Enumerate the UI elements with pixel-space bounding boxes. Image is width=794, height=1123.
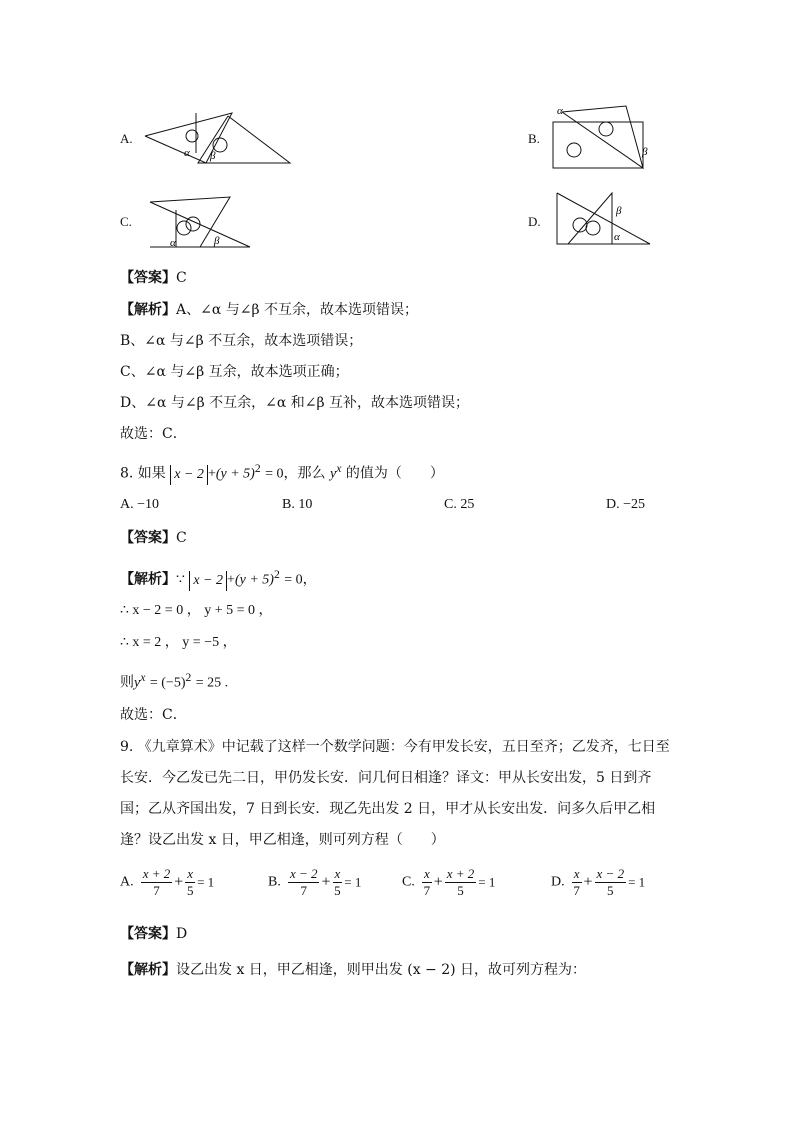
numerator: x − 2	[289, 866, 318, 881]
figure-c-beta: β	[214, 235, 220, 247]
q9-answer	[120, 924, 187, 944]
numerator: x	[423, 866, 430, 881]
analysis-tag: 【解析】	[120, 302, 176, 318]
plus-sign: +	[207, 466, 216, 482]
numerator: x + 2	[142, 866, 171, 881]
plus-sign: +	[174, 873, 184, 891]
figure-a-label: A.	[120, 131, 133, 146]
plus-sign: +	[321, 873, 331, 891]
answer-value: D	[176, 926, 188, 942]
q8-option-c	[444, 497, 474, 513]
exponent: 2	[254, 462, 261, 475]
q7-analysis-line-3: C、∠α 与∠β 互余，故本选项正确；	[120, 364, 349, 380]
equals-text: = 0，那么	[265, 466, 326, 482]
expression: = (−5)	[149, 675, 186, 691]
paren-expression: (y + 5)	[234, 572, 274, 588]
answer-value: C	[176, 530, 187, 546]
q9-line-4: 逢？设乙出发 x 日，甲乙相逢，则可列方程（ ）	[120, 832, 445, 848]
q8-question	[120, 459, 444, 485]
equation-rhs: = 1	[344, 874, 362, 890]
q9-line-1: 9. 《九章算术》中记载了这样一个数学问题：今有甲发长安，五日至齐；乙发齐，七日至	[120, 739, 670, 755]
denominator: 5	[186, 883, 194, 898]
option-value: −25	[623, 497, 646, 512]
plus-sign: +	[433, 873, 443, 891]
q7-analysis-line-4: D、∠α 与∠β 不互余，∠α 和∠β 互补，故本选项错误；	[120, 395, 470, 411]
figure-c-alpha: α	[170, 237, 176, 249]
analysis-text: 设乙出发 x 日，甲乙相逢，则甲出发 (x − 2) 日，故可列方程为：	[176, 962, 587, 978]
plus-sign: +	[583, 873, 593, 891]
figure-b-beta: β	[642, 146, 648, 158]
var-x-exp: x	[336, 462, 342, 475]
plus-sign: +	[227, 572, 235, 588]
result: = 25 .	[195, 675, 229, 691]
q7-conclusion: 故选：C．	[120, 426, 187, 442]
figure-b	[548, 100, 658, 172]
option-label: A.	[120, 497, 134, 512]
question-tail: 的值为（ ）	[345, 465, 444, 482]
q9-option-d	[551, 866, 645, 899]
q8-analysis-line-3: ∴ x = 2 ， y = −5 ，	[120, 635, 237, 650]
q8-option-a	[120, 497, 159, 513]
figure-d-alpha: α	[614, 231, 620, 243]
option-label: D.	[606, 497, 620, 512]
equation-rhs: = 1	[478, 874, 496, 890]
q8-answer	[120, 528, 187, 548]
answer-tag: 【答案】	[120, 926, 176, 942]
equation-rhs: = 1	[197, 874, 215, 890]
abs-expression: x − 2	[189, 571, 227, 591]
analysis-text: A、∠α 与∠β 不互余，故本选项错误；	[176, 302, 419, 318]
figure-c-label: C.	[120, 214, 132, 229]
q9-line-3: 国；乙从齐国出发，7 日到长安．现乙先出发 2 日，甲才从长安出发．问多久后甲乙相	[120, 801, 656, 817]
option-value: 10	[298, 497, 313, 512]
figure-a-alpha: α	[184, 147, 190, 159]
analysis-tag: 【解析】	[120, 962, 176, 978]
q8-option-b	[282, 497, 312, 513]
option-label: B.	[282, 497, 295, 512]
q8-conclusion: 故选：C．	[120, 707, 187, 723]
paren-expression: (y + 5)	[215, 466, 255, 482]
figure-d-label: D.	[528, 214, 541, 229]
q9-option-a	[120, 866, 214, 899]
q9-option-c	[402, 866, 495, 899]
answer-tag: 【答案】	[120, 270, 176, 286]
numerator: x	[334, 866, 341, 881]
denominator: 7	[423, 883, 431, 898]
figure-a-beta: β	[210, 150, 216, 162]
denominator: 7	[573, 883, 580, 898]
figure-c	[140, 192, 256, 254]
equals-text: = 0，	[284, 572, 317, 588]
answer-tag: 【答案】	[120, 530, 176, 546]
option-label: C.	[444, 497, 457, 512]
option-label: D.	[551, 874, 565, 890]
q8-analysis-line-1	[120, 565, 317, 591]
q8-analysis-line-2: ∴ x − 2 = 0 ， y + 5 = 0 ，	[120, 603, 273, 618]
q7-analysis-line-2: B、∠α 与∠β 不互余，故本选项错误；	[120, 333, 363, 349]
denominator: 7	[300, 883, 307, 898]
var-y: y	[134, 675, 141, 691]
option-label: B.	[268, 874, 281, 890]
figure-a	[140, 108, 296, 168]
exponent: 2	[185, 671, 192, 684]
analysis-tag: 【解析】	[120, 571, 176, 588]
var-y: y	[329, 466, 337, 482]
option-label: A.	[120, 874, 134, 890]
q9-analysis	[120, 960, 586, 980]
q8-option-d	[606, 497, 645, 513]
numerator: x + 2	[446, 866, 475, 881]
q8-analysis-line-4	[120, 668, 228, 694]
abs-expression: x − 2	[170, 465, 208, 485]
figure-b-label: B.	[528, 131, 540, 146]
q7-answer	[120, 268, 187, 288]
numerator: x − 2	[596, 866, 625, 881]
option-label: C.	[402, 874, 415, 890]
option-value: 25	[460, 497, 475, 512]
q9-option-b	[268, 866, 361, 899]
equation-rhs: = 1	[628, 874, 646, 890]
figure-b-alpha: α	[557, 105, 563, 117]
denominator: 5	[334, 883, 341, 898]
then-text: 则	[120, 674, 134, 691]
denominator: 5	[457, 883, 464, 898]
numerator: x	[187, 866, 194, 881]
var-x-exp: x	[140, 671, 146, 684]
figure-d	[552, 188, 656, 252]
because-symbol: ∵	[176, 571, 185, 588]
denominator: 5	[607, 883, 614, 898]
figure-d-beta: β	[616, 205, 622, 217]
exponent: 2	[273, 568, 280, 581]
q7-analysis-line-1	[120, 300, 418, 320]
answer-value: C	[176, 270, 187, 286]
q9-line-2: 长安．今乙发已先二日，甲仍发长安．问几何日相逢？译文：甲从长安出发，5 日到齐	[120, 770, 652, 786]
denominator: 7	[153, 883, 160, 898]
question-number: 8. 如果	[120, 465, 166, 482]
numerator: x	[573, 866, 580, 881]
option-value: −10	[137, 497, 160, 512]
